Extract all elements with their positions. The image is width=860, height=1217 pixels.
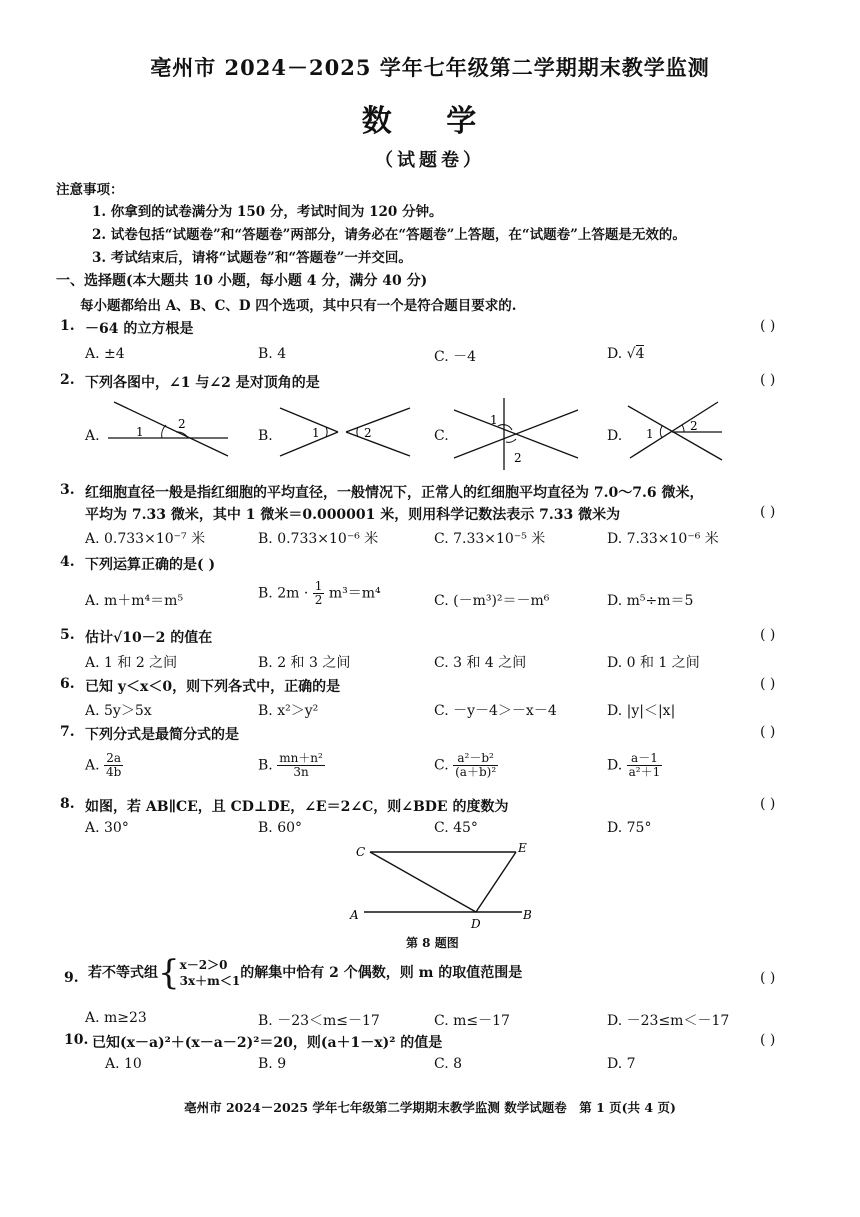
option-c: C. (－m³)²＝－m⁶ — [434, 593, 550, 609]
answer-bracket[interactable]: ( ) — [760, 724, 776, 740]
question-stem: 下列运算正确的是( ) — [85, 557, 216, 573]
fraction — [104, 752, 123, 779]
option-d: D. |y|＜|x| — [607, 703, 676, 719]
question-number: 8. — [60, 796, 75, 812]
option-d — [607, 346, 644, 362]
question-number: 4. — [60, 554, 75, 570]
subject-title: 数 学 — [361, 104, 499, 139]
answer-bracket[interactable]: ( ) — [760, 1032, 776, 1048]
question-stem: 下列分式是最简分式的是 — [85, 727, 239, 743]
answer-bracket[interactable]: ( ) — [760, 627, 776, 643]
fraction — [627, 752, 663, 779]
option-c — [434, 752, 498, 779]
numerator: a－1 — [627, 752, 663, 766]
exam-title: 亳州市 2024－2025 学年七年级第二学期期末教学监测 — [150, 55, 710, 80]
point-b-label: B — [523, 908, 532, 922]
option-c: C. －4 — [434, 349, 477, 365]
fraction — [453, 752, 498, 779]
inequality: 3x＋m＜1 — [179, 974, 241, 988]
option-b: B. 60° — [258, 820, 303, 836]
radical-sign: √ — [626, 346, 636, 362]
angle-2-label: 2 — [364, 426, 372, 440]
option-d — [607, 752, 662, 779]
question-stem-cont: 平均为 7.33 微米，其中 1 微米＝0.000001 米，则用科学记数法表示 7.33 微米为 — [85, 507, 621, 523]
stem-text: 的解集中恰有 2 个偶数，则 m 的取值范围是 — [240, 965, 523, 981]
option-b: B. 9 — [258, 1056, 287, 1072]
denominator: (a＋b)² — [455, 765, 497, 779]
question-stem: 下列各图中，∠1 与∠2 是对顶角的是 — [85, 375, 320, 391]
option-b: B. 4 — [258, 346, 287, 362]
option-b: B. x²＞y² — [258, 703, 319, 719]
option-c: C. 3 和 4 之间 — [434, 655, 527, 671]
denominator: 4b — [106, 765, 122, 779]
option-a: A. 0.733×10⁻⁷ 米 — [85, 531, 206, 547]
option-b — [258, 580, 381, 607]
question-stem: －64 的立方根是 — [85, 321, 194, 337]
angle-figure-a — [104, 398, 234, 468]
option-a — [85, 752, 123, 779]
angle-1-label: 1 — [136, 425, 144, 439]
angle-1-label: 1 — [490, 413, 498, 427]
option-a: A. 1 和 2 之间 — [85, 655, 178, 671]
option-b: B. 2 和 3 之间 — [258, 655, 351, 671]
question-stem — [88, 953, 523, 993]
angle-1-label: 1 — [312, 426, 320, 440]
numerator: 1 — [314, 579, 323, 593]
option-label: C. — [434, 757, 449, 774]
option-d: D. m⁵÷m＝5 — [607, 593, 694, 609]
option-d: D. 0 和 1 之间 — [607, 655, 700, 671]
segment-cd — [370, 852, 476, 912]
option-c: C. 8 — [434, 1056, 463, 1072]
figure-caption: 第 8 题图 — [406, 936, 459, 950]
option-a: A. 5y＞5x — [85, 703, 152, 719]
option-a: A. — [85, 428, 100, 444]
question-number: 5. — [60, 627, 75, 643]
option-a: A. ±4 — [85, 346, 125, 362]
option-b: B. －23＜m≤－17 — [258, 1013, 380, 1029]
point-c-label: C — [356, 845, 366, 859]
answer-bracket[interactable]: ( ) — [760, 372, 776, 388]
option-a: A. 30° — [85, 820, 129, 836]
angle-2-label: 2 — [690, 419, 698, 433]
option-text: B. 2m · — [258, 585, 309, 602]
inequality-system — [180, 957, 241, 989]
option-d: D. 75° — [607, 820, 652, 836]
answer-bracket[interactable]: ( ) — [760, 676, 776, 692]
question-number: 6. — [60, 676, 75, 692]
option-b — [258, 752, 325, 779]
option-d: D. 7.33×10⁻⁶ 米 — [607, 531, 719, 547]
answer-bracket[interactable]: ( ) — [760, 970, 776, 986]
answer-bracket[interactable]: ( ) — [760, 796, 776, 812]
note-item: 2. 试卷包括“试题卷”和“答题卷”两部分，请务必在“答题卷”上答题，在“试题卷”上答题是无效的。 — [92, 227, 686, 243]
question-stem: 已知(x－a)²＋(x－a－2)²＝20，则(a＋1－x)² 的值是 — [92, 1035, 443, 1051]
angle-figure-b — [276, 402, 416, 462]
option-label: A. — [85, 757, 100, 774]
numerator: mn＋n² — [279, 751, 323, 765]
option-label: B. — [258, 757, 273, 774]
denominator: 3n — [293, 765, 309, 779]
question-stem: 红细胞直径一般是指红细胞的平均直径，一般情况下，正常人的红细胞平均直径为 7.0～7.6 微米， — [85, 485, 704, 501]
question-number: 9. — [64, 970, 79, 986]
question-number: 3. — [60, 482, 75, 498]
answer-bracket[interactable]: ( ) — [760, 318, 776, 334]
radicand: 4 — [635, 346, 645, 362]
point-a-label: A — [350, 908, 359, 922]
stem-text: －2 的值在 — [141, 630, 213, 646]
option-c: C. 45° — [434, 820, 478, 836]
option-a: A. m≥23 — [85, 1010, 147, 1026]
page-footer: 亳州市 2024－2025 学年七年级第二学期期末教学监测 数学试题卷 第 1 页(共 4 页) — [184, 1100, 676, 1115]
angle-2-label: 2 — [178, 417, 186, 431]
point-d-label: D — [471, 917, 481, 931]
answer-bracket[interactable]: ( ) — [760, 504, 776, 520]
option-b: B. 0.733×10⁻⁶ 米 — [258, 531, 379, 547]
option-c: C. －y－4＞－x－4 — [434, 703, 557, 719]
angle-figure-d — [626, 398, 726, 468]
numerator: 2a — [104, 752, 123, 766]
question-stem: 已知 y＜x＜0，则下列各式中，正确的是 — [85, 679, 341, 695]
option-d: D. 7 — [607, 1056, 636, 1072]
point-e-label: E — [518, 841, 527, 855]
fraction — [313, 580, 325, 607]
denominator: 2 — [314, 593, 323, 607]
question-number: 7. — [60, 724, 75, 740]
option-c: C. — [434, 428, 449, 444]
inequality: x－2＞0 — [179, 958, 228, 972]
option-label: D. — [607, 757, 623, 774]
question-stem — [85, 627, 212, 647]
numerator: a²－b² — [453, 752, 498, 766]
section-instruction: 每小题都给出 A、B、C、D 四个选项，其中只有一个是符合题目要求的. — [80, 298, 517, 314]
option-a: A. m＋m⁴＝m⁵ — [85, 593, 184, 609]
option-b: B. — [258, 428, 273, 444]
radical-expression: √10 — [113, 630, 142, 646]
section-title: 一、选择题(本大题共 10 小题，每小题 4 分，满分 40 分) — [56, 273, 428, 289]
angle-1-label: 1 — [646, 427, 654, 441]
option-d: D. －23≤m＜－17 — [607, 1013, 730, 1029]
fraction — [277, 752, 325, 779]
option-c: C. 7.33×10⁻⁵ 米 — [434, 531, 546, 547]
stem-text: 若不等式组 — [88, 965, 158, 981]
question-number: 1. — [60, 318, 75, 334]
angle-2-label: 2 — [514, 451, 522, 465]
system-brace: { — [158, 953, 180, 993]
option-text: m³＝m⁴ — [328, 585, 381, 602]
denominator: a²＋1 — [628, 765, 661, 779]
option-a: A. 10 — [105, 1056, 142, 1072]
stem-text: 估计 — [85, 630, 113, 646]
notes-heading: 注意事项： — [56, 182, 124, 198]
option-c: C. m≤－17 — [434, 1013, 510, 1029]
paper-type: （试题卷） — [375, 150, 485, 171]
option-label: D. — [607, 346, 623, 362]
question-number: 10. — [64, 1032, 89, 1048]
question-number: 2. — [60, 372, 75, 388]
question-stem: 如图，若 AB∥CE，且 CD⊥DE，∠E＝2∠C，则∠BDE 的度数为 — [85, 799, 509, 815]
note-item: 1. 你拿到的试卷满分为 150 分，考试时间为 120 分钟。 — [92, 204, 443, 220]
geometry-figure-q8 — [340, 840, 540, 932]
option-d: D. — [607, 428, 623, 444]
note-item: 3. 考试结束后，请将“试题卷”和“答题卷”一并交回。 — [92, 250, 412, 266]
angle-figure-c — [452, 396, 582, 472]
segment-de — [476, 852, 516, 912]
